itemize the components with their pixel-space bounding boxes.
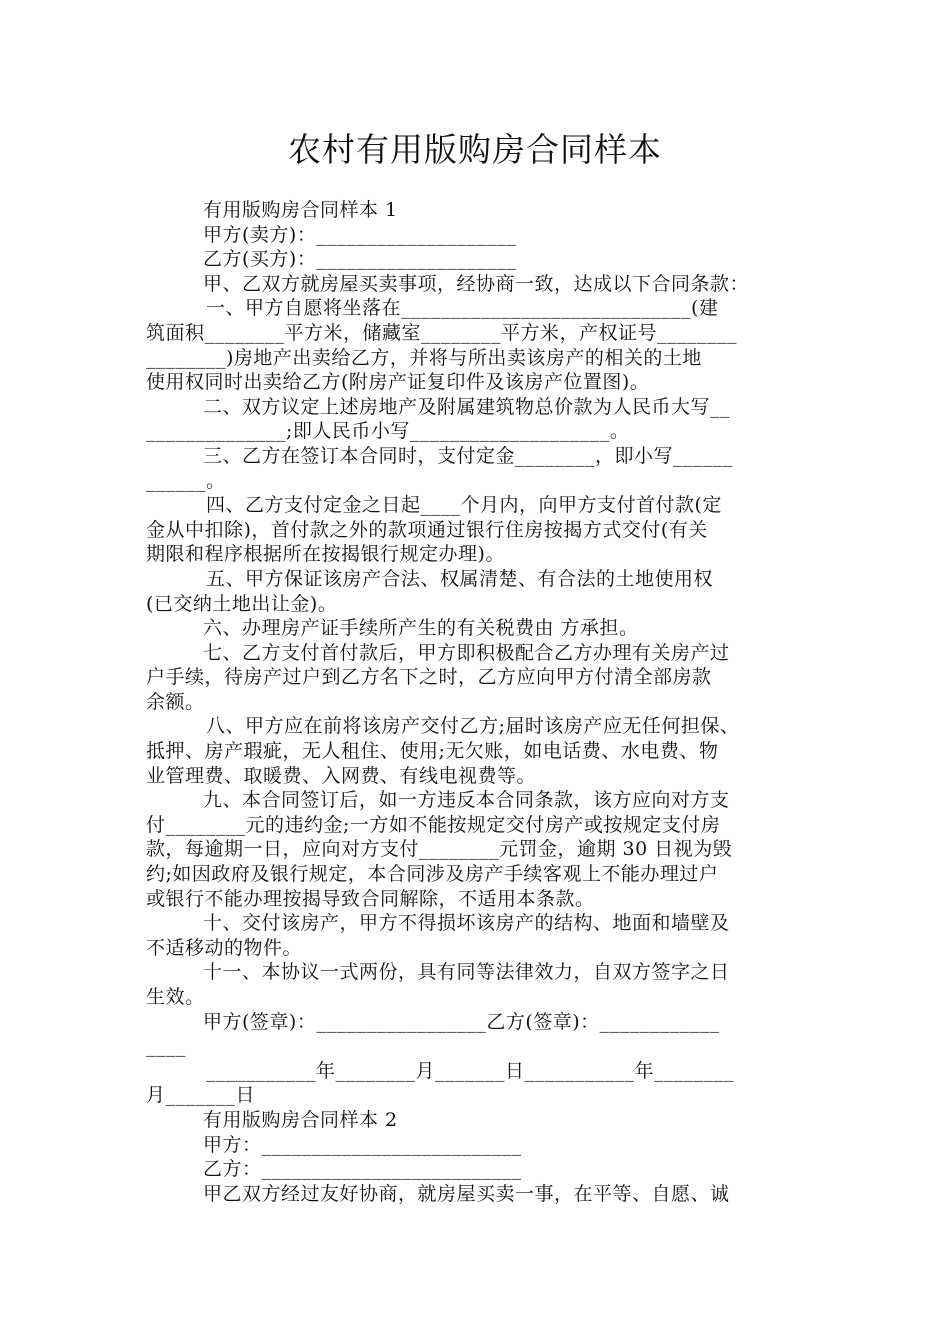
document-text-line: 甲方(签章)：_________________乙方(签章)：____________ bbox=[203, 1010, 720, 1033]
document-text-line: 或银行不能办理按揭导致合同解除，不适用本条款。 bbox=[146, 887, 595, 910]
document-text-line: 金从中扣除)，首付款之外的款项通过银行住房按揭方式交付(有关 bbox=[146, 518, 708, 541]
document-text-line: 三、乙方在签订本合同时，支付定金________，即小写______ bbox=[203, 444, 734, 467]
document-text-line: 四、乙方支付定金之日起____个月内，向甲方支付首付款(定 bbox=[206, 494, 722, 517]
document-text-line: 生效。 bbox=[146, 986, 205, 1008]
document-text-line: 甲乙双方经过友好协商，就房屋买卖一事，在平等、自愿、诚 bbox=[203, 1182, 730, 1205]
document-text-line: 乙方(买方)：____________________ bbox=[203, 248, 517, 271]
document-text-line: 乙方：__________________________ bbox=[203, 1158, 522, 1181]
document-text-line: ___________年________月_______日___________年________ bbox=[206, 1059, 735, 1082]
document-text-line: ______________;即人民币小写____________________。 bbox=[146, 420, 630, 443]
document-text-line: 筑面积________平方米，储藏室________平方米，产权证号________ bbox=[146, 321, 738, 344]
document-text-line: 余额。 bbox=[146, 690, 205, 713]
document-title: 农村有用版购房合同样本 bbox=[288, 130, 662, 169]
document-text-line: 款，每逾期一日，应向对方支付________元罚金，逾期 30 日视为毁 bbox=[146, 838, 733, 861]
document-body bbox=[146, 198, 810, 1206]
document-text-line: 甲方：__________________________ bbox=[203, 1133, 522, 1156]
document-text-line: 八、甲方应在前将该房产交付乙方;届时该房产应无任何担保、 bbox=[206, 715, 740, 738]
document-text-line: 付________元的违约金;一方如不能按规定交付房产或按规定支付房 bbox=[146, 813, 721, 836]
document-text-line: 约;如因政府及银行规定，本合同涉及房产手续客观上不能办理过户 bbox=[146, 863, 719, 886]
document-text-line: 六、办理房产证手续所产生的有关税费由 方承担。 bbox=[203, 617, 639, 640]
document-text-line: 七、乙方支付首付款后，甲方即积极配合乙方办理有关房产过 bbox=[203, 641, 730, 664]
document-text-line: 五、甲方保证该房产合法、权属清楚、有合法的土地使用权 bbox=[206, 567, 714, 590]
document-text-line: 十、交付该房产，甲方不得损坏该房产的结构、地面和墙壁及 bbox=[203, 912, 730, 935]
document-text-line: 期限和程序根据所在按揭银行规定办理)。 bbox=[146, 543, 505, 566]
document-text-line: 抵押、房产瑕疵，无人租住、使用;无欠账，如电话费、水电费、物 bbox=[146, 740, 719, 763]
document-text-line: 甲、乙双方就房屋买卖事项，经协商一致，达成以下合同条款： bbox=[203, 272, 750, 295]
document-text-line: ____ bbox=[146, 1035, 186, 1058]
document-text-line: 有用版购房合同样本 1 bbox=[203, 199, 398, 221]
document-text-line: 二、双方议定上述房地产及附属建筑物总价款为人民币大写__ bbox=[203, 395, 731, 418]
document-text-line: ______。 bbox=[146, 469, 226, 492]
document-text-line: 使用权同时出卖给乙方(附房产证复印件及该房产位置图)。 bbox=[146, 371, 650, 394]
document-text-line: 一、甲方自愿将坐落在_____________________________(建 bbox=[206, 297, 719, 320]
document-text-line: 九、本合同签订后，如一方违反本合同条款，该方应向对方支 bbox=[203, 789, 730, 812]
document-text-line: 户手续，待房产过户到乙方名下之时，乙方应向甲方付清全部房款 bbox=[146, 666, 712, 689]
document-text-line: (已交纳土地出让金)。 bbox=[146, 592, 338, 615]
document-text-line: 业管理费、取暖费、入网费、有线电视费等。 bbox=[146, 764, 537, 787]
document-text-line: 月_______日 bbox=[146, 1084, 256, 1107]
document-text-line: 十一、本协议一式两份，具有同等法律效力，自双方签字之日 bbox=[203, 961, 730, 984]
document-text-line: 甲方(卖方)：____________________ bbox=[203, 223, 517, 246]
document-text-line: ________)房地产出卖给乙方，并将与所出卖该房产的相关的土地 bbox=[146, 346, 702, 369]
document-text-line: 不适移动的物件。 bbox=[146, 936, 303, 959]
document-text-line: 有用版购房合同样本 2 bbox=[203, 1108, 398, 1131]
